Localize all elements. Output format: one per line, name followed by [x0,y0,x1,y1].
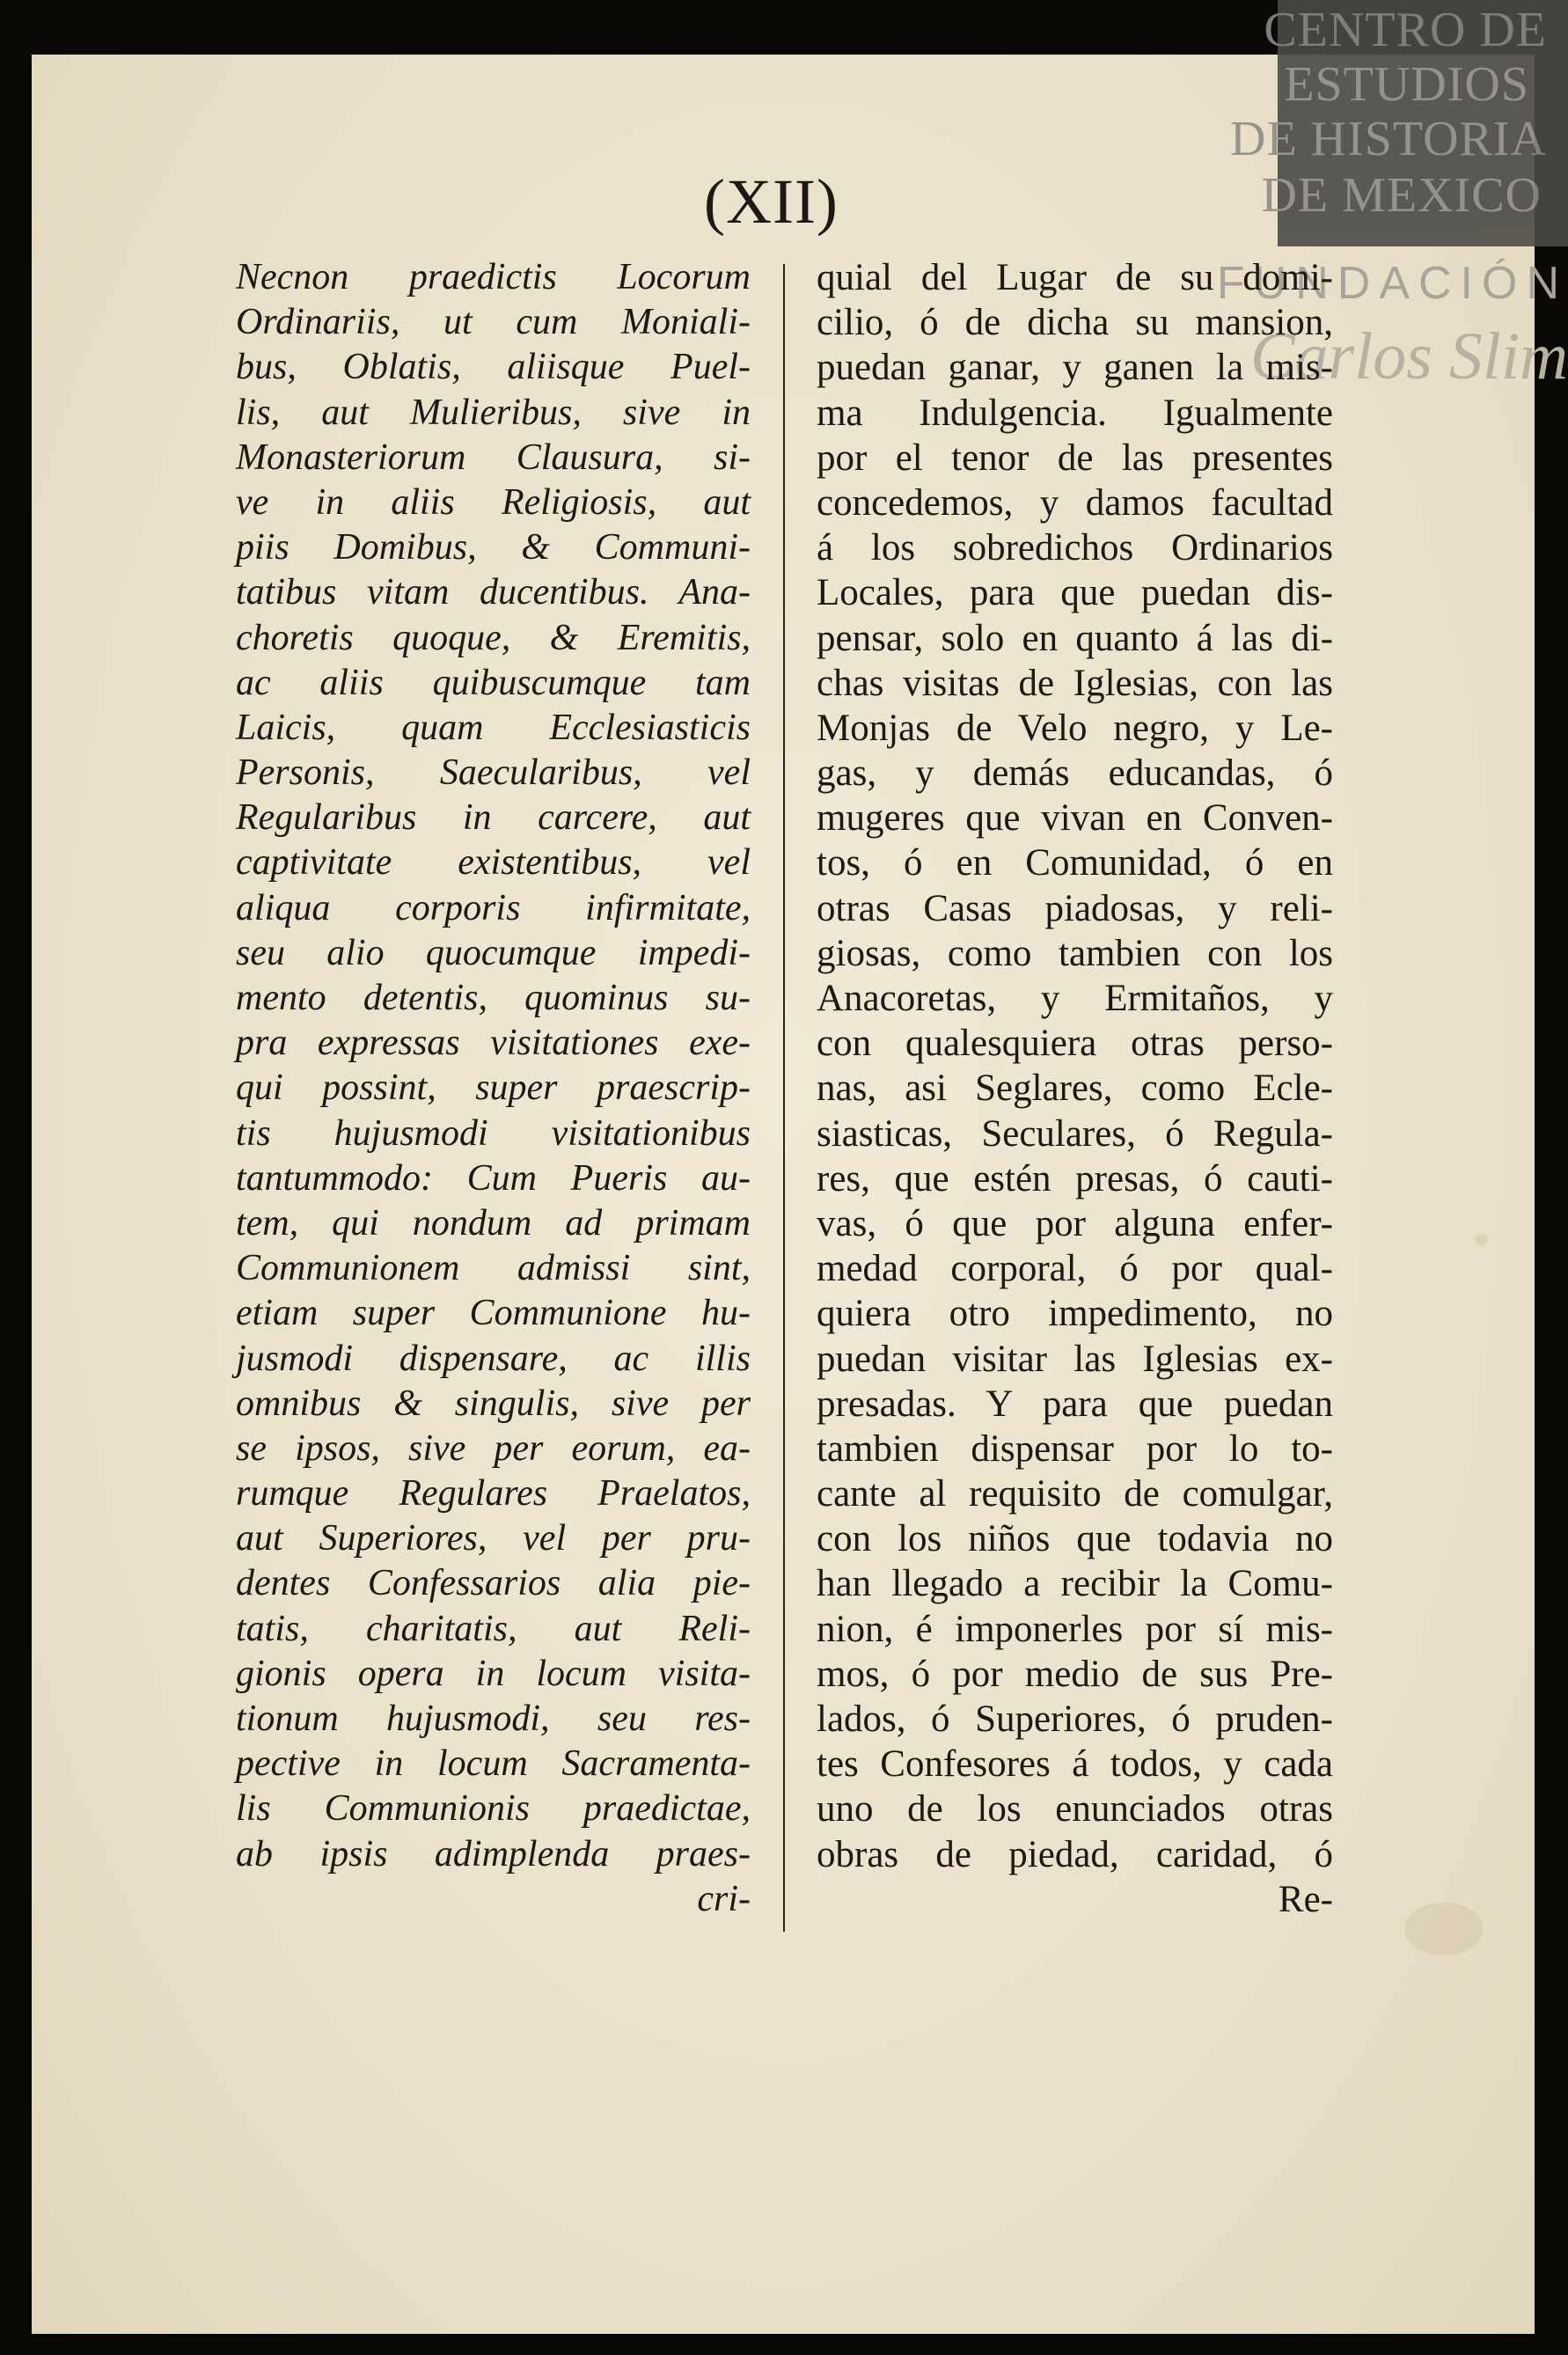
text-line: giosas, como tambien con los [817,932,1333,974]
text-line: con los niños que todavia no [817,1518,1333,1560]
text-line: etiam super Communione hu- [236,1293,751,1334]
text-line: tes Confesores á todos, y cada [817,1743,1333,1786]
text-line: Monjas de Velo negro, y Le- [817,707,1333,749]
spanish-text-column [817,255,1333,1922]
text-line: aliqua corporis infirmitate, [236,887,751,928]
text-line: omnibus & singulis, sive per [236,1383,751,1424]
text-line: medad corporal, ó por qual- [817,1248,1333,1290]
text-line: ve in aliis Religiosis, aut [236,481,751,523]
text-line: se ipsos, sive per eorum, ea- [236,1427,751,1469]
text-line: nion, é imponerles por sí mis- [817,1608,1333,1650]
text-line: gionis opera in locum visita- [236,1653,751,1694]
text-line: lis Communionis praedictae, [236,1788,751,1830]
text-line: rumque Regulares Praelatos, [236,1473,751,1515]
text-line: jusmodi dispensare, ac illis [236,1338,751,1379]
text-line: á los sobredichos Ordinarios [817,527,1333,569]
text-line: choretis quoque, & Eremitis, [236,617,751,658]
text-line: puedan visitar las Iglesias ex- [817,1338,1333,1380]
text-line: cri- [697,1878,751,1919]
text-line: aut Superiores, vel per pru- [236,1518,751,1559]
text-line: Necnon praedictis Locorum [236,257,751,297]
text-line: Monasteriorum Clausura, si- [236,437,751,478]
text-line: Ordinariis, ut cum Moniali- [236,302,751,343]
text-line: han llegado a recibir la Comu- [817,1563,1333,1605]
text-line: tambien dispensar por lo to- [817,1427,1333,1470]
text-line: tantummodo: Cum Pueris au- [236,1157,751,1199]
text-line: tos, ó en Comunidad, ó en [817,842,1333,884]
text-line: tem, qui nondum ad primam [236,1202,751,1244]
text-line: qui possint, super praescrip- [236,1067,751,1109]
archive-watermark [1230,0,1568,246]
text-line: Regularibus in carcere, aut [236,797,751,839]
text-line: Anacoretas, y Ermitaños, y [817,978,1333,1019]
text-line: puedan ganar, y ganen la mis- [817,347,1333,389]
text-line: gas, y demás educandas, ó [817,752,1333,795]
text-line: dentes Confessarios alia pie- [236,1563,751,1604]
page-number: (XII) [704,166,839,237]
text-line: uno de los enunciados otras [817,1788,1333,1830]
text-line: chas visitas de Iglesias, con las [817,662,1333,704]
text-line: siasticas, Seculares, ó Regula- [817,1112,1333,1155]
text-line: pensar, solo en quanto á las di- [817,617,1333,659]
text-line: concedemos, y damos facultad [817,481,1333,524]
watermark-line: CENTRO DE [1264,3,1547,57]
text-line: con qualesquiera otras perso- [817,1023,1333,1065]
latin-text-column [236,255,751,1922]
text-line: presadas. Y para que puedan [817,1383,1333,1425]
text-line: quial del Lugar de su domi- [817,257,1333,298]
text-line: otras Casas piadosas, y reli- [817,887,1333,929]
text-line: lis, aut Mulieribus, sive in [236,392,751,433]
text-line: tatis, charitatis, aut Reli- [236,1608,751,1649]
text-line: por el tenor de las presentes [817,437,1333,479]
text-line: mos, ó por medio de sus Pre- [817,1653,1333,1695]
text-line: lados, ó Superiores, ó pruden- [817,1698,1333,1740]
text-line: cilio, ó de dicha su mansion, [817,302,1333,344]
text-line: ac aliis quibuscumque tam [236,662,751,703]
text-line: obras de piedad, caridad, ó [817,1833,1333,1875]
text-line: Laicis, quam Ecclesiasticis [236,707,751,748]
text-line: piis Domibus, & Communi- [236,527,751,569]
column-divider [783,264,785,1932]
text-line: ma Indulgencia. Igualmente [817,392,1333,434]
watermark-line: ESTUDIOS [1284,57,1529,112]
text-line: seu alio quocumque impedi- [236,932,751,973]
paper-stain [1475,1234,1487,1246]
text-line: pra expressas visitationes exe- [236,1023,751,1064]
watermark-fundacion: FUNDACIÓN [1216,258,1568,309]
text-line: tionum hujusmodi, seu res- [236,1698,751,1739]
text-line: bus, Oblatis, aliisque Puel- [236,347,751,388]
text-line: cante al requisito de comulgar, [817,1473,1333,1515]
paper-stain [1404,1903,1484,1955]
text-line: ab ipsis adimplenda praes- [236,1833,751,1874]
text-line: Communionem admissi sint, [236,1248,751,1289]
text-line: captivitate existentibus, vel [236,842,751,884]
text-line: Personis, Saecularibus, vel [236,752,751,794]
watermark-line: DE MEXICO [1261,168,1542,223]
text-line: nas, asi Seglares, como Ecle- [817,1067,1333,1110]
text-line: tatibus vitam ducentibus. Ana- [236,572,751,613]
watermark-signature: Carlos Slim [1249,319,1568,393]
text-line: Re- [1278,1878,1333,1920]
text-line: vas, ó que por alguna enfer- [817,1202,1333,1244]
text-line: mento detentis, quominus su- [236,978,751,1018]
text-line: quiera otro impedimento, no [817,1293,1333,1335]
watermark-line: DE HISTORIA [1230,112,1547,166]
text-line: tis hujusmodi visitationibus [236,1112,751,1154]
text-line: res, que estén presas, ó cauti- [817,1157,1333,1200]
text-line: Locales, para que puedan dis- [817,572,1333,614]
text-line: mugeres que vivan en Conven- [817,797,1333,840]
text-line: pective in locum Sacramenta- [236,1743,751,1785]
